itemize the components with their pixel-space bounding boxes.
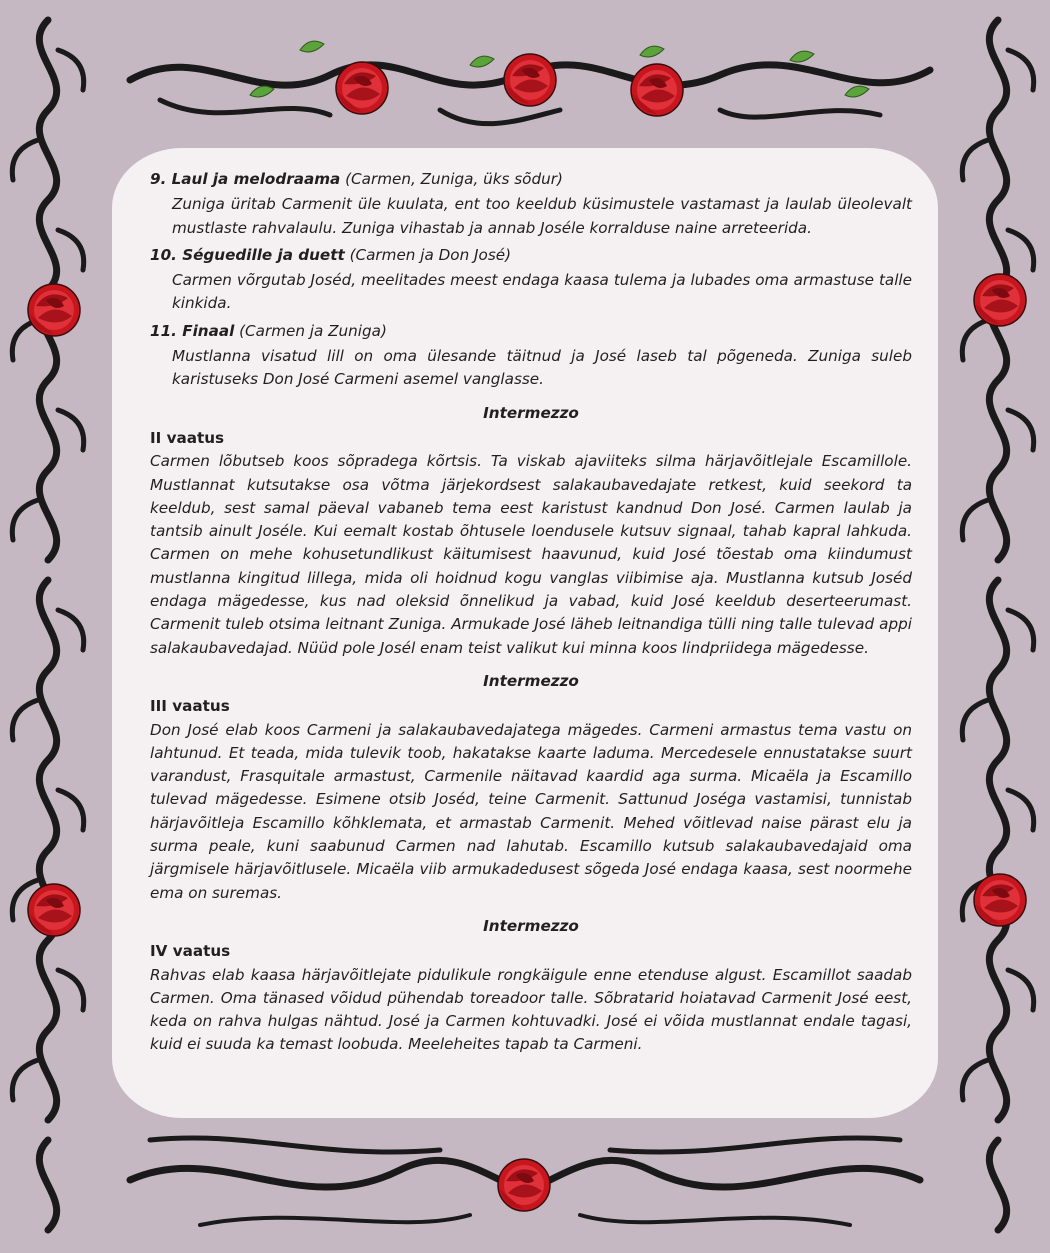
act-2-text: Carmen lõbutseb koos sõpradega kõrtsis. Ta viskab ajaviiteks silma härjavõitlejale Escamillole. Mustlannat kutsutakse osa võtma järjekordsest salakaubavedajate retkest, kuid seekord ta keeldub, sest samal päeval vabaneb tema eest karistust kandnud Don José. Carmen laulab ja tantsib ainult Joséle. Kui eemalt kostab õhtusele loendusele kutsuv signaal, tahab kapral lahkuda. Carmen on mehe kohusetundlikust käitumisest haavunud, kuid José tõestab oma kiindumust mustlanna kingitud lillega, mida oli hoidnud kogu vanglas viibimise aja. Mustlanna kutsub Joséd endaga mägedesse, kus nad oleksid õnnelikud ja vabad, kuid José keeldub deserteerumast. Carmenit tuleb otsima leitnant Zuniga. Armukade José läheb leitnandiga tülli ning talle tulevad appi salakaubavedajad. Nüüd pole Josél enam teist valikut kui minna koos lindpriidega mägedesse. [150,452,912,657]
act-4-text: Rahvas elab kaasa härjavõitlejate pidulikule rongkäigule enne etenduse algust. Escamillot saadab Carmen. Oma tänased võidud pühendab toreadoor talle. Sõbratarid hoiatavad Carmenit José eest, keda on rahva hulgas nähtud. José ja Carmen kohtuvadki. José ei võida mustlannat endale tagasi, kuid ei suuda ka temast loobuda. Meeleheites tapab ta Carmeni. [150,965,912,1054]
bottom-vine [130,1138,920,1225]
rose-top-left [336,62,388,114]
top-vine [130,41,930,124]
number-10-text: Carmen võrgutab Joséd, meelitades meest endaga kaasa tulema ja lubades oma armastuse talle kinkida. [172,271,912,313]
act-4-title: IV vaatus [150,942,231,961]
rose-left-upper [28,284,80,336]
intermezzo-2: Intermezzo [483,671,579,690]
rose-top-right [631,64,683,116]
right-vine [962,20,1033,1230]
number-11-text: Mustlanna visatud lill on oma ülesande täitnud ja José laseb tal põgeneda. Zuniga suleb karistuseks Don José Carmeni asemel vanglasse. [172,347,912,389]
act-2-title: II vaatus [150,428,225,447]
act-3-title: III vaatus [150,697,230,716]
number-9-text: Zuniga üritab Carmenit üle kuulata, ent too keeldub küsimustele vastamast ja laulab üleolevalt mustlaste rahvalaulu. Zuniga vihastab ja annab Joséle korralduse naine arreteerida. [172,195,912,237]
rose-right-lower [974,874,1026,926]
act-3-text: Don José elab koos Carmeni ja salakaubavedajatega mägedes. Carmeni armastus tema vastu on lahtunud. Et teada, mida tulevik toob, hakatakse kaarte laduma. Mercedesele ennustatakse suurt varandust, Frasquitale armastust, Carmenile näitavad kaardid aga surma. Micaëla ja Escamillo tulevad mägedesse. Esimene otsib Joséd, teine Carmenit. Sattunud Joséga vastamisi, tunnistab härjavõitleja Escamillo kõhklemata, et armastab Carmenit. Mehed võitlevad naise pärast elu ja surma peale, kuni saabunud Carmen nad lahutab. Escamillo kutsub salakaubavedajaid oma järgmisele härjavõitlusele. Micaëla viib armukadedusest sõgeda José endaga kaasa, sest noormehe ema on suremas. [150,720,912,902]
intermezzo-1: Intermezzo [483,403,579,422]
left-vine [12,20,83,1230]
rose-bottom-center [498,1159,550,1211]
number-11-heading: 11. Finaal (Carmen ja Zuniga) [150,321,387,340]
number-9-heading: 9. Laul ja melodraama (Carmen, Zuniga, üks sõdur) [150,170,563,188]
rose-right-upper [974,274,1026,326]
synopsis-content [150,168,912,1061]
rose-left-lower [28,884,80,936]
number-10-heading: 10. Séguedille ja duett (Carmen ja Don José) [150,245,511,264]
rose-top-center [504,54,556,106]
intermezzo-3: Intermezzo [483,916,579,935]
